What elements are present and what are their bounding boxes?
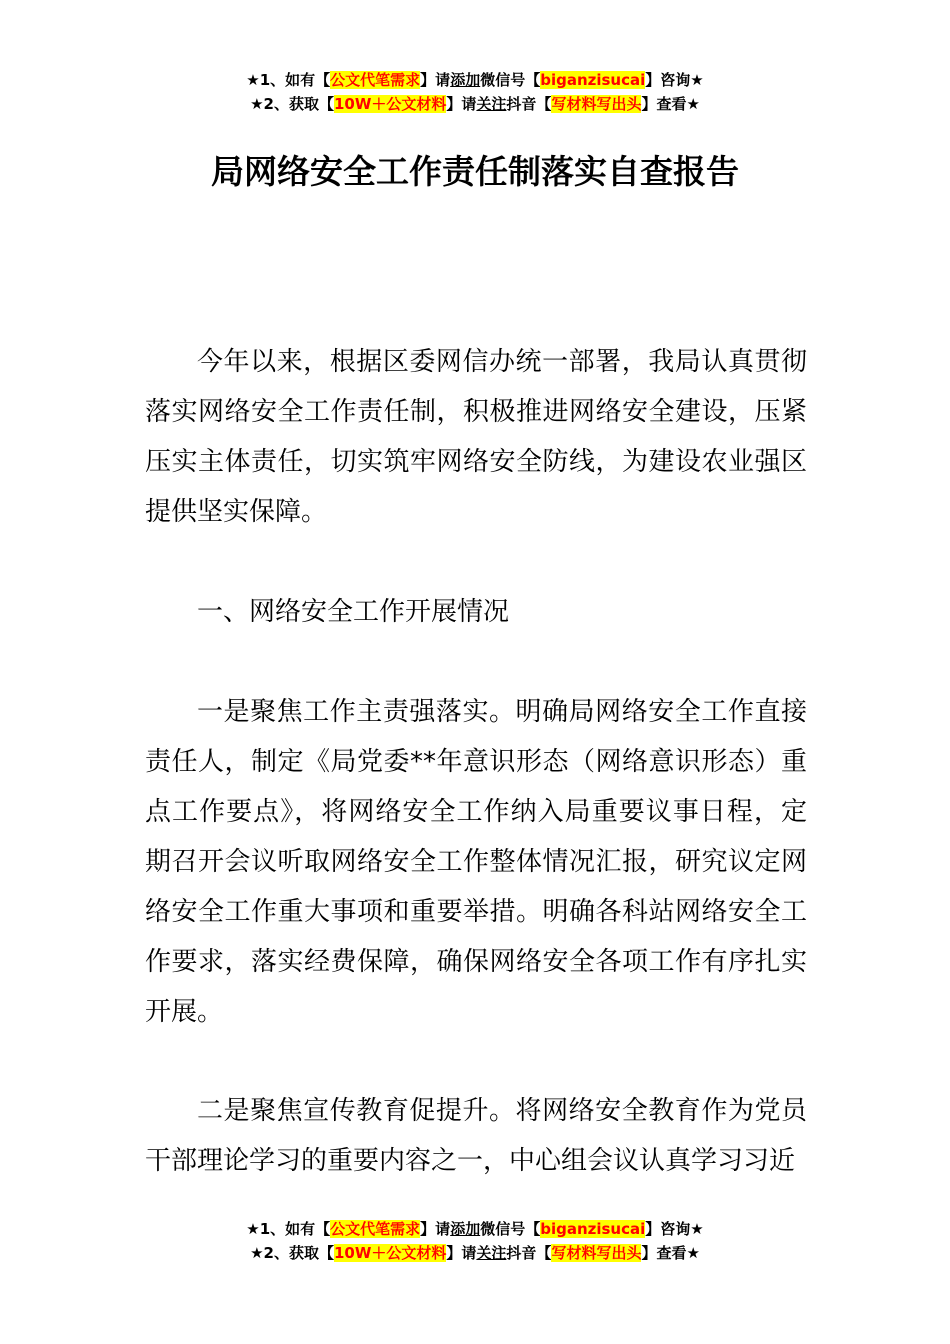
banner-text: ★1、如有【 (246, 71, 331, 89)
banner-highlight: 10W＋公文材料 (333, 1244, 447, 1262)
banner-line-1 (0, 68, 950, 92)
banner-text: 】请 (446, 1244, 477, 1262)
banner-underlined-text: 添加 (450, 71, 481, 89)
banner-text: 】查看★ (641, 95, 700, 113)
banner-douyin-id: 写材料写出头 (551, 1244, 642, 1262)
banner-text: 】请 (446, 95, 477, 113)
document-paragraph-intro (145, 337, 807, 537)
banner-text: 】咨询★ (645, 1220, 704, 1238)
banner-text: 】咨询★ (645, 71, 704, 89)
banner-underlined-text: 关注 (476, 95, 507, 113)
banner-wechat-id: biganzisucai (540, 71, 646, 89)
banner-text: 】请 (420, 1220, 451, 1238)
banner-text: ★1、如有【 (246, 1220, 331, 1238)
paragraph-text: 今年以来，根据区委网信办统一部署，我局认真贯彻落实网络安全工作责任制，积极推进网络安全建设，压紧压实主体责任，切实筑牢网络安全防线，为建设农业强区提供坚实保障。 (145, 347, 807, 527)
banner-wechat-id: biganzisucai (540, 1220, 646, 1238)
paragraph-text: 二是聚焦宣传教育促提升。将网络安全教育作为党员干部理论学习的重要内容之一，中心组会议认真学习习近 (145, 1096, 807, 1176)
banner-text: ★2、获取【 (250, 95, 334, 113)
section-heading-text: 一、网络安全工作开展情况 (197, 597, 510, 627)
banner-text: 微信号【 (480, 71, 541, 89)
banner-douyin-id: 写材料写出头 (551, 95, 642, 113)
section-heading (145, 587, 807, 637)
banner-text: 】请 (420, 71, 451, 89)
banner-text: 抖音【 (506, 1244, 552, 1262)
banner-line-2 (0, 1241, 950, 1265)
banner-text: 微信号【 (480, 1220, 541, 1238)
document-paragraph-1 (145, 687, 807, 1037)
footer-banner (0, 1217, 950, 1265)
banner-underlined-text: 关注 (476, 1244, 507, 1262)
banner-text: ★2、获取【 (250, 1244, 334, 1262)
banner-text: 】查看★ (641, 1244, 700, 1262)
banner-underlined-text: 添加 (450, 1220, 481, 1238)
banner-line-2 (0, 92, 950, 116)
document-title: 局网络安全工作责任制落实自查报告 (211, 152, 739, 191)
document-paragraph-2 (145, 1086, 807, 1186)
paragraph-text: 一是聚焦工作主责强落实。明确局网络安全工作直接责任人，制定《局党委**年意识形态（网络意识形态）重点工作要点》，将网络安全工作纳入局重要议事日程，定期召开会议听取网络安全工作整体情况汇报，研究议定网络安全工作重大事项和重要举措。明确各科站网络安全工作要求，落实经费保障，确保网络安全各项工作有序扎实开展。 (145, 697, 807, 1027)
banner-highlight: 公文代笔需求 (330, 71, 421, 89)
banner-text: 抖音【 (506, 95, 552, 113)
banner-highlight: 公文代笔需求 (330, 1220, 421, 1238)
banner-highlight: 10W＋公文材料 (333, 95, 447, 113)
banner-line-1 (0, 1217, 950, 1241)
header-banner (0, 68, 950, 116)
